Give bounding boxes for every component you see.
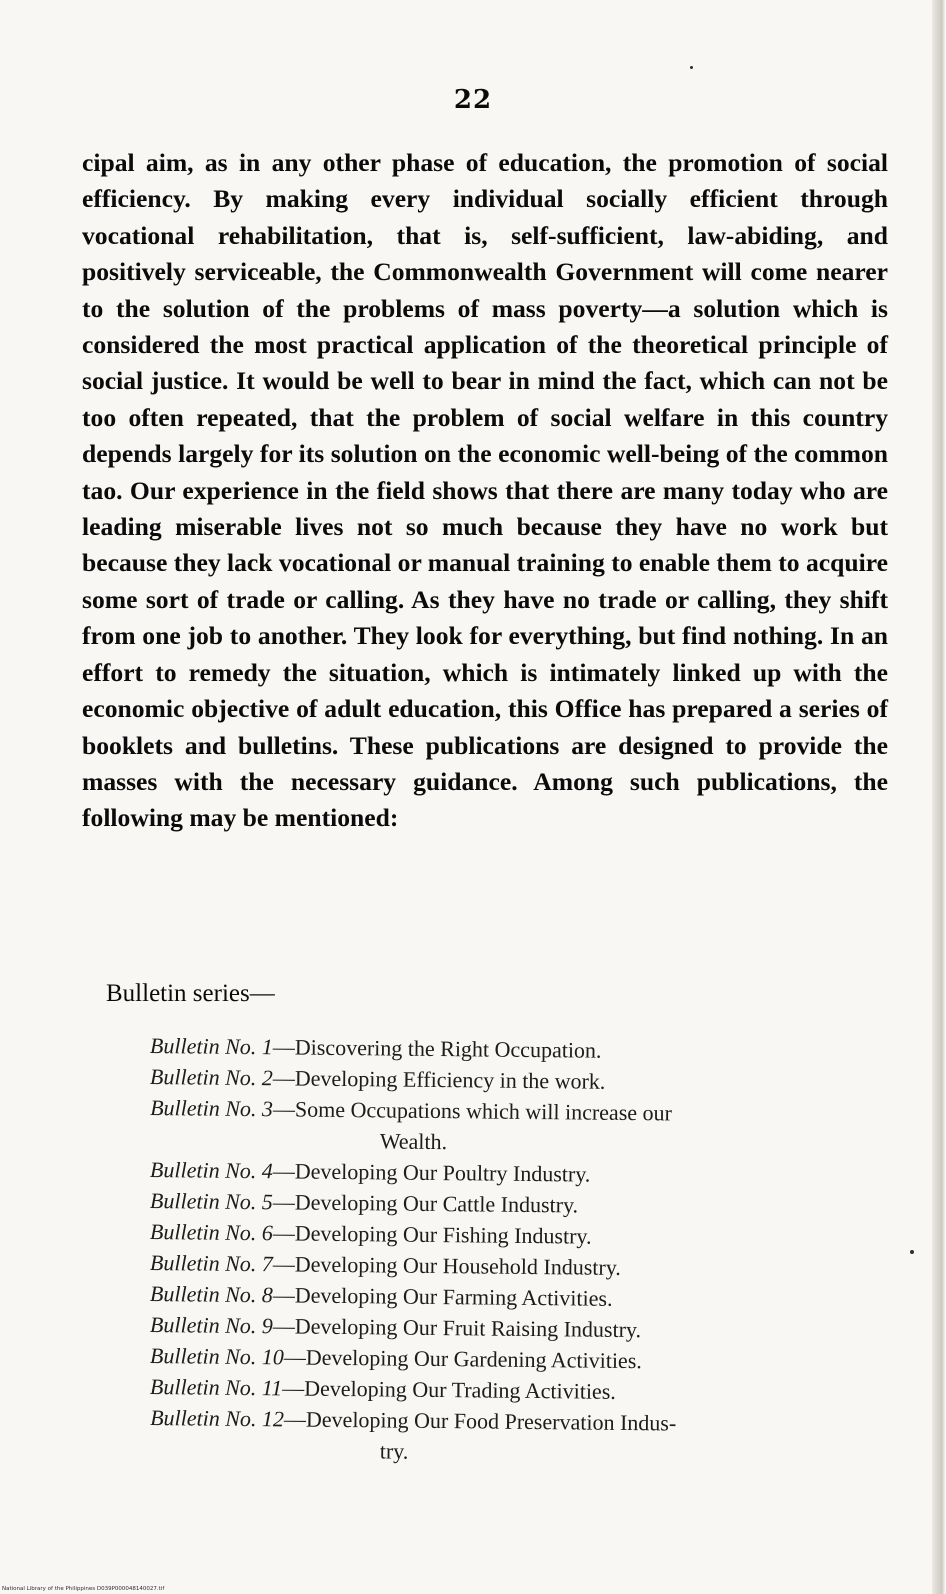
list-item [150, 1092, 891, 1162]
bulletin-title-continuation: try. [379, 1438, 409, 1464]
bulletin-title: —Developing Our Food Preservation Indus- [283, 1406, 677, 1436]
bulletin-label: Bulletin No. 7 [149, 1250, 273, 1277]
scan-footer-label: National Library of the Philippines D039P000048140027.tif [2, 1586, 165, 1592]
bulletin-title: —Some Occupations which will increase our [272, 1096, 673, 1126]
bulletin-title: —Developing Our Cattle Industry. [272, 1189, 579, 1218]
bulletin-label: Bulletin No. 12 [150, 1405, 285, 1432]
bulletin-label: Bulletin No. 10 [149, 1343, 284, 1370]
bulletin-list [150, 1030, 890, 1464]
bulletin-label: Bulletin No. 2 [149, 1064, 273, 1091]
bulletin-title: —Developing Our Trading Activities. [282, 1375, 616, 1404]
paragraph-text: cipal aim, as in any other phase of education, the promotion of social efficiency. By making every individual socially efficient through vocational rehabilitation, that is, self-sufficient, law-abiding, and positively serviceable, the Commonwealth Government will come nearer to the solution of the problems of mass poverty—a solution which is considered the most practical application of the theoretical principle of social justice. It would be well to bear in mind the fact, which can not be too often repeated, that the problem of social welfare in this country depends largely for its solution on the economic well-being of the common tao. Our experience in the field shows that there are many today who are leading miserable lives not so much because they have no work but because they lack vocational or manual training to enable them to acquire some sort of trade or calling. As they have no trade or calling, they shift from one job to another. They look for everything, but find nothing. In an effort to remedy the situation, which is intimately linked up with the economic objective of adult education, this Office has prepared a series of booklets and bulletins. These publications are designed to provide the masses with the necessary guidance. Among such publications, the following may be mentioned: [82, 148, 888, 833]
bulletin-label: Bulletin No. 4 [149, 1157, 273, 1184]
bulletin-label: Bulletin No. 8 [149, 1281, 273, 1308]
ink-speck [910, 1250, 914, 1254]
bulletin-label: Bulletin No. 11 [149, 1374, 283, 1401]
bulletin-title-continuation: Wealth. [379, 1128, 448, 1155]
bulletin-title: —Developing Our Fishing Industry. [272, 1220, 592, 1249]
list-item [150, 1402, 891, 1472]
bulletin-series-heading: Bulletin series— [106, 980, 275, 1007]
bulletin-label: Bulletin No. 6 [149, 1219, 273, 1246]
body-paragraph [82, 145, 888, 837]
bulletin-title: —Developing Our Fruit Raising Industry. [272, 1313, 642, 1343]
page-number: 22 [453, 85, 493, 115]
bulletin-label: Bulletin No. 9 [149, 1312, 273, 1339]
bulletin-title: —Discovering the Right Occupation. [272, 1034, 602, 1063]
bulletin-label: Bulletin No. 3 [150, 1095, 274, 1122]
bulletin-title: —Developing Our Poultry Industry. [272, 1158, 591, 1187]
bulletin-title: —Developing Our Farming Activities. [272, 1282, 613, 1311]
bulletin-label: Bulletin No. 5 [149, 1188, 273, 1215]
scan-page-edge [932, 0, 946, 1594]
bulletin-label: Bulletin No. 1 [149, 1033, 273, 1060]
bulletin-title: —Developing Efficiency in the work. [272, 1065, 606, 1094]
bulletin-title: —Developing Our Household Industry. [272, 1251, 622, 1280]
ink-speck [690, 66, 693, 69]
bulletin-title: —Developing Our Gardening Activities. [283, 1344, 642, 1374]
